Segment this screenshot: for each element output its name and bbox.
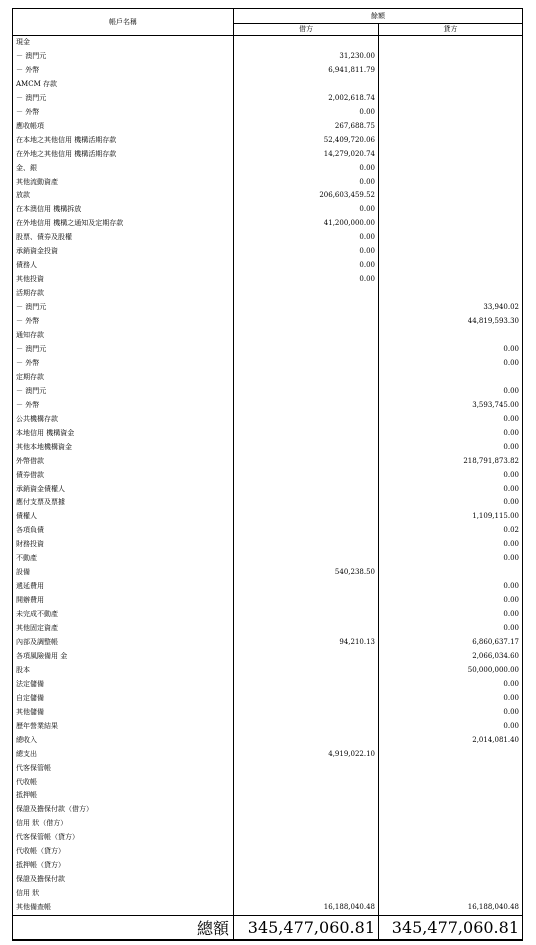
- account-label: 其他儲備: [13, 706, 234, 720]
- table-row: [13, 399, 523, 413]
- account-label: 保證及擔保付款: [13, 873, 234, 887]
- credit-cell: [379, 92, 523, 106]
- debit-cell: [234, 510, 379, 524]
- account-label: 信用 狀: [13, 887, 234, 901]
- debit-cell: [234, 720, 379, 734]
- debit-cell: [234, 343, 379, 357]
- table-row: [13, 441, 523, 455]
- debit-cell: [234, 594, 379, 608]
- credit-cell: [379, 203, 523, 217]
- account-label: － 外幣: [13, 399, 234, 413]
- debit-cell: 206,603,459.52: [234, 189, 379, 203]
- debit-cell: [234, 371, 379, 385]
- credit-cell: [379, 789, 523, 803]
- debit-cell: [234, 873, 379, 887]
- account-label: 公共機構存款: [13, 413, 234, 427]
- table-row: [13, 245, 523, 259]
- credit-cell: 0.02: [379, 524, 523, 538]
- account-label: AMCM 存款: [13, 78, 234, 92]
- debit-cell: 14,279,020.74: [234, 148, 379, 162]
- debit-header: 借方: [234, 24, 379, 36]
- table-row: [13, 776, 523, 790]
- table-row: [13, 873, 523, 887]
- account-label: － 外幣: [13, 64, 234, 78]
- credit-cell: [379, 803, 523, 817]
- credit-cell: 0.00: [379, 441, 523, 455]
- debit-cell: [234, 831, 379, 845]
- table-row: [13, 455, 523, 469]
- table-row: [13, 678, 523, 692]
- credit-cell: 0.00: [379, 580, 523, 594]
- table-row: [13, 538, 523, 552]
- debit-cell: 52,409,720.06: [234, 134, 379, 148]
- table-row: [13, 552, 523, 566]
- credit-cell: [379, 259, 523, 273]
- table-row: [13, 469, 523, 483]
- credit-cell: 0.00: [379, 538, 523, 552]
- debit-cell: [234, 315, 379, 329]
- table-row: [13, 217, 523, 231]
- debit-cell: 31,230.00: [234, 50, 379, 64]
- account-label: 信用 狀（借方）: [13, 817, 234, 831]
- credit-cell: 0.00: [379, 357, 523, 371]
- credit-cell: [379, 231, 523, 245]
- debit-cell: [234, 36, 379, 50]
- total-debit: 345,477,060.81: [234, 916, 379, 941]
- credit-cell: [379, 245, 523, 259]
- account-label: 各項風險備用 金: [13, 650, 234, 664]
- table-row: [13, 594, 523, 608]
- table-row: [13, 427, 523, 441]
- credit-cell: 0.00: [379, 692, 523, 706]
- account-label: 承銷資金債權人: [13, 483, 234, 497]
- debit-cell: 0.00: [234, 203, 379, 217]
- debit-cell: 41,200,000.00: [234, 217, 379, 231]
- credit-cell: 0.00: [379, 413, 523, 427]
- table-row: [13, 231, 523, 245]
- debit-cell: [234, 622, 379, 636]
- total-row: [13, 916, 523, 941]
- account-label: 開辦費用: [13, 594, 234, 608]
- table-row: [13, 859, 523, 873]
- account-label: 代客保管帳（貸方）: [13, 831, 234, 845]
- credit-cell: [379, 134, 523, 148]
- account-label: 承銷資金投資: [13, 245, 234, 259]
- debit-cell: 6,941,811.79: [234, 64, 379, 78]
- table-row: [13, 50, 523, 64]
- credit-cell: [379, 148, 523, 162]
- table-row: [13, 203, 523, 217]
- account-label: 代收帳: [13, 776, 234, 790]
- debit-cell: 94,210.13: [234, 636, 379, 650]
- credit-cell: [379, 776, 523, 790]
- account-label: － 澳門元: [13, 301, 234, 315]
- table-body: [13, 36, 523, 916]
- account-label: 不動產: [13, 552, 234, 566]
- credit-cell: 3,593,745.00: [379, 399, 523, 413]
- account-label: 債務人: [13, 259, 234, 273]
- table-row: [13, 748, 523, 762]
- table-row: [13, 692, 523, 706]
- account-label: 在本澳信用 機構拆放: [13, 203, 234, 217]
- credit-cell: 0.00: [379, 622, 523, 636]
- credit-header: 貸方: [379, 24, 523, 36]
- credit-cell: 0.00: [379, 469, 523, 483]
- debit-cell: [234, 483, 379, 497]
- account-label: 其他固定資產: [13, 622, 234, 636]
- debit-cell: [234, 538, 379, 552]
- table-row: [13, 162, 523, 176]
- debit-cell: 2,002,618.74: [234, 92, 379, 106]
- debit-cell: [234, 329, 379, 343]
- credit-cell: 0.00: [379, 496, 523, 510]
- credit-cell: 0.00: [379, 343, 523, 357]
- table-row: [13, 189, 523, 203]
- debit-cell: [234, 580, 379, 594]
- account-label: 金、銀: [13, 162, 234, 176]
- debit-cell: 0.00: [234, 106, 379, 120]
- debit-cell: [234, 301, 379, 315]
- account-label: 法定儲備: [13, 678, 234, 692]
- debit-cell: [234, 78, 379, 92]
- credit-cell: [379, 120, 523, 134]
- credit-cell: 50,000,000.00: [379, 664, 523, 678]
- debit-cell: [234, 413, 379, 427]
- account-label: 總支出: [13, 748, 234, 762]
- table-row: [13, 901, 523, 915]
- table-row: [13, 315, 523, 329]
- credit-cell: 0.00: [379, 678, 523, 692]
- table-row: [13, 273, 523, 287]
- debit-cell: 0.00: [234, 162, 379, 176]
- table-row: [13, 580, 523, 594]
- credit-cell: 44,819,593.30: [379, 315, 523, 329]
- credit-cell: [379, 817, 523, 831]
- credit-cell: [379, 217, 523, 231]
- table-row: [13, 887, 523, 901]
- debit-cell: [234, 734, 379, 748]
- debit-cell: 16,188,040.48: [234, 901, 379, 915]
- table-row: [13, 762, 523, 776]
- credit-cell: [379, 748, 523, 762]
- table-row: [13, 413, 523, 427]
- account-label: 保證及擔保付款（借方）: [13, 803, 234, 817]
- credit-cell: 33,940.02: [379, 301, 523, 315]
- account-label: 活期存款: [13, 287, 234, 301]
- table-row: [13, 622, 523, 636]
- credit-cell: 0.00: [379, 608, 523, 622]
- table-row: [13, 664, 523, 678]
- table-row: [13, 176, 523, 190]
- credit-cell: 2,014,081.40: [379, 734, 523, 748]
- credit-cell: 0.00: [379, 594, 523, 608]
- table-row: [13, 134, 523, 148]
- credit-cell: [379, 106, 523, 120]
- account-label: 在本地之其他信用 機構活期存款: [13, 134, 234, 148]
- table-row: [13, 608, 523, 622]
- account-label: 其他投資: [13, 273, 234, 287]
- debit-cell: 0.00: [234, 259, 379, 273]
- credit-cell: 16,188,040.48: [379, 901, 523, 915]
- account-label: － 澳門元: [13, 385, 234, 399]
- table-row: [13, 706, 523, 720]
- table-row: [13, 301, 523, 315]
- table-row: [13, 287, 523, 301]
- account-label: 歷年營業結果: [13, 720, 234, 734]
- debit-cell: [234, 817, 379, 831]
- table-row: [13, 789, 523, 803]
- account-label: 總收入: [13, 734, 234, 748]
- debit-cell: [234, 608, 379, 622]
- debit-cell: [234, 496, 379, 510]
- debit-cell: [234, 524, 379, 538]
- credit-cell: [379, 873, 523, 887]
- account-label: 各項負債: [13, 524, 234, 538]
- table-row: [13, 92, 523, 106]
- credit-cell: [379, 50, 523, 64]
- debit-cell: [234, 441, 379, 455]
- table-row: [13, 734, 523, 748]
- account-label: － 外幣: [13, 357, 234, 371]
- credit-cell: 0.00: [379, 427, 523, 441]
- credit-cell: 0.00: [379, 483, 523, 497]
- table-row: [13, 36, 523, 50]
- debit-cell: [234, 399, 379, 413]
- account-label: 內部及調整帳: [13, 636, 234, 650]
- account-label: 應收帳項: [13, 120, 234, 134]
- account-label: 通知存款: [13, 329, 234, 343]
- credit-cell: [379, 887, 523, 901]
- credit-cell: 0.00: [379, 552, 523, 566]
- table-row: [13, 343, 523, 357]
- table-row: [13, 329, 523, 343]
- account-label: － 外幣: [13, 315, 234, 329]
- table-row: [13, 148, 523, 162]
- table-row: [13, 831, 523, 845]
- account-label: 放款: [13, 189, 234, 203]
- account-label: 其他本地機構資金: [13, 441, 234, 455]
- credit-cell: [379, 859, 523, 873]
- account-label: 定期存款: [13, 371, 234, 385]
- table-row: [13, 720, 523, 734]
- credit-cell: [379, 287, 523, 301]
- account-label: 其他備查帳: [13, 901, 234, 915]
- account-label: 債券借款: [13, 469, 234, 483]
- debit-cell: [234, 469, 379, 483]
- debit-cell: [234, 845, 379, 859]
- credit-cell: 2,066,034.60: [379, 650, 523, 664]
- account-label: 其他流動資產: [13, 176, 234, 190]
- account-label: 抵押帳: [13, 789, 234, 803]
- table-row: [13, 120, 523, 134]
- table-row: [13, 259, 523, 273]
- table-row: [13, 483, 523, 497]
- debit-cell: [234, 776, 379, 790]
- table-row: [13, 357, 523, 371]
- account-label: 本地信用 機構資金: [13, 427, 234, 441]
- total-credit: 345,477,060.81: [379, 916, 523, 941]
- debit-cell: 267,688.75: [234, 120, 379, 134]
- credit-cell: 0.00: [379, 385, 523, 399]
- debit-cell: [234, 427, 379, 441]
- debit-cell: 0.00: [234, 176, 379, 190]
- credit-cell: 0.00: [379, 706, 523, 720]
- table-row: [13, 803, 523, 817]
- account-label: 股本: [13, 664, 234, 678]
- account-label: － 外幣: [13, 106, 234, 120]
- account-label: 股票、債券及股權: [13, 231, 234, 245]
- debit-cell: 0.00: [234, 231, 379, 245]
- table-row: [13, 817, 523, 831]
- account-label: 財務投資: [13, 538, 234, 552]
- debit-cell: [234, 678, 379, 692]
- account-label: 未完成不動產: [13, 608, 234, 622]
- debit-cell: [234, 287, 379, 301]
- debit-cell: [234, 859, 379, 873]
- account-label: 自定儲備: [13, 692, 234, 706]
- credit-cell: [379, 762, 523, 776]
- debit-cell: [234, 706, 379, 720]
- table-row: [13, 385, 523, 399]
- debit-cell: [234, 455, 379, 469]
- credit-cell: [379, 176, 523, 190]
- credit-cell: 6,860,637.17: [379, 636, 523, 650]
- account-label: 抵押帳（貸方）: [13, 859, 234, 873]
- credit-cell: [379, 36, 523, 50]
- credit-cell: 0.00: [379, 720, 523, 734]
- total-label: 總額: [13, 916, 234, 941]
- credit-cell: [379, 189, 523, 203]
- table-row: [13, 64, 523, 78]
- credit-cell: [379, 162, 523, 176]
- account-label: 外幣借款: [13, 455, 234, 469]
- credit-cell: [379, 831, 523, 845]
- debit-cell: [234, 357, 379, 371]
- account-label: － 澳門元: [13, 343, 234, 357]
- account-label: 代客保管帳: [13, 762, 234, 776]
- account-label: 現金: [13, 36, 234, 50]
- debit-cell: 4,919,022.10: [234, 748, 379, 762]
- debit-cell: 540,238.50: [234, 566, 379, 580]
- table-row: [13, 371, 523, 385]
- table-row: [13, 636, 523, 650]
- table-row: [13, 78, 523, 92]
- credit-cell: [379, 566, 523, 580]
- debit-cell: [234, 650, 379, 664]
- account-label: 代收帳（貸方）: [13, 845, 234, 859]
- table-row: [13, 496, 523, 510]
- debit-cell: 0.00: [234, 273, 379, 287]
- debit-cell: [234, 385, 379, 399]
- credit-cell: 1,109,115.00: [379, 510, 523, 524]
- credit-cell: [379, 64, 523, 78]
- account-label: － 澳門元: [13, 50, 234, 64]
- table-row: [13, 524, 523, 538]
- account-name-header: 帳戶名稱: [13, 9, 234, 36]
- debit-cell: [234, 552, 379, 566]
- table-row: [13, 510, 523, 524]
- credit-cell: 218,791,873.82: [379, 455, 523, 469]
- debit-cell: [234, 789, 379, 803]
- credit-cell: [379, 273, 523, 287]
- credit-cell: [379, 78, 523, 92]
- table-row: [13, 566, 523, 580]
- debit-cell: 0.00: [234, 245, 379, 259]
- account-label: 遞延費用: [13, 580, 234, 594]
- debit-cell: [234, 803, 379, 817]
- account-label: － 澳門元: [13, 92, 234, 106]
- debit-cell: [234, 692, 379, 706]
- credit-cell: [379, 371, 523, 385]
- account-label: 在外地信用 機構之通知及定期存款: [13, 217, 234, 231]
- account-label: 在外地之其他信用 機構活期存款: [13, 148, 234, 162]
- trial-balance-table: [12, 8, 523, 941]
- table-row: [13, 106, 523, 120]
- account-label: 應付支票及票據: [13, 496, 234, 510]
- account-label: 設備: [13, 566, 234, 580]
- balance-header: 餘額: [234, 9, 523, 24]
- credit-cell: [379, 329, 523, 343]
- credit-cell: [379, 845, 523, 859]
- debit-cell: [234, 664, 379, 678]
- debit-cell: [234, 762, 379, 776]
- table-row: [13, 845, 523, 859]
- debit-cell: [234, 887, 379, 901]
- table-row: [13, 650, 523, 664]
- account-label: 債權人: [13, 510, 234, 524]
